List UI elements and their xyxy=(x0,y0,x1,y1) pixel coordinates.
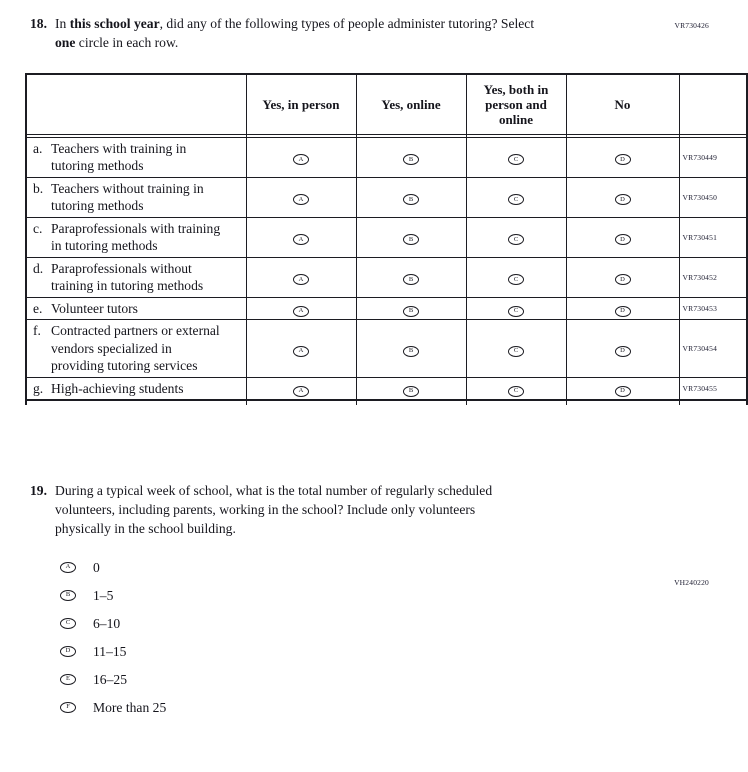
option-label: 0 xyxy=(93,560,100,575)
answer-bubble-a[interactable]: A xyxy=(293,386,309,397)
answer-bubble-a[interactable]: A xyxy=(293,346,309,357)
answer-bubble-b[interactable]: B xyxy=(403,194,419,205)
answer-bubble-c[interactable]: C xyxy=(508,194,524,205)
header-blank xyxy=(26,74,246,134)
table-continuation-stub xyxy=(26,400,747,405)
row-label: f. Contracted partners or external vendors specialized in providing tutoring services xyxy=(26,320,246,378)
header-yes-in-person: Yes, in person xyxy=(246,74,356,134)
table-header-row xyxy=(26,74,747,134)
answer-bubble-f[interactable]: F xyxy=(60,702,76,713)
answer-bubble-b[interactable]: B xyxy=(403,346,419,357)
answer-bubble-e[interactable]: E xyxy=(60,674,76,685)
table-row-e xyxy=(26,297,747,320)
answer-bubble-c[interactable]: C xyxy=(508,306,524,317)
row-label: d. Paraprofessionals without training in tutoring methods xyxy=(26,257,246,297)
answer-bubble-a[interactable]: A xyxy=(293,306,309,317)
table-row-a xyxy=(26,137,747,177)
row-code: VR730449 xyxy=(679,137,747,177)
answer-bubble-a[interactable]: A xyxy=(60,562,76,573)
row-label: b. Teachers without training in tutoring methods xyxy=(26,177,246,217)
answer-bubble-c[interactable]: C xyxy=(508,234,524,245)
q19-text-line: volunteers, including parents, working in the school? Include only volunteers xyxy=(55,502,476,517)
option-0 xyxy=(60,560,748,575)
form-code-q19: VH240220 xyxy=(674,578,709,587)
row-code: VR730451 xyxy=(679,217,747,257)
answer-bubble-c[interactable]: C xyxy=(508,274,524,285)
table-row-d xyxy=(26,257,747,297)
answer-bubble-c[interactable]: C xyxy=(508,386,524,397)
answer-bubble-c[interactable]: C xyxy=(508,346,524,357)
q19-options xyxy=(60,560,748,715)
answer-bubble-d[interactable]: D xyxy=(615,306,631,317)
answer-bubble-d[interactable]: D xyxy=(615,274,631,285)
option-label: 6–10 xyxy=(93,616,121,631)
q18-text-segment: circle in each row. xyxy=(75,35,179,50)
row-label: e. Volunteer tutors xyxy=(26,297,246,320)
row-label: g. High-achieving students xyxy=(26,377,246,400)
q18-text-bold: one xyxy=(55,35,76,50)
header-code-blank xyxy=(679,74,747,134)
answer-bubble-b[interactable]: B xyxy=(403,234,419,245)
answer-bubble-a[interactable]: A xyxy=(293,154,309,165)
option-16-25 xyxy=(60,672,748,687)
question-19-text xyxy=(55,481,715,538)
q18-text-segment: In xyxy=(55,16,70,31)
answer-bubble-b[interactable]: B xyxy=(403,386,419,397)
form-code-q18: VR730426 xyxy=(674,21,709,30)
row-code: VR730454 xyxy=(679,320,747,378)
option-label: 1–5 xyxy=(93,588,114,603)
table-row-c xyxy=(26,217,747,257)
answer-bubble-a[interactable]: A xyxy=(293,234,309,245)
question-18-text xyxy=(55,14,715,52)
answer-bubble-d[interactable]: D xyxy=(615,346,631,357)
q18-text-bold: this school year xyxy=(69,16,160,31)
table-row-g xyxy=(26,377,747,400)
answer-bubble-d[interactable]: D xyxy=(615,154,631,165)
row-code: VR730450 xyxy=(679,177,747,217)
question-18 xyxy=(30,14,718,52)
header-yes-online: Yes, online xyxy=(356,74,466,134)
row-code: VR730453 xyxy=(679,297,747,320)
answer-bubble-d[interactable]: D xyxy=(615,386,631,397)
option-6-10 xyxy=(60,616,748,631)
header-no: No xyxy=(566,74,679,134)
answer-bubble-b[interactable]: B xyxy=(403,274,419,285)
row-label: c. Paraprofessionals with training in tutoring methods xyxy=(26,217,246,257)
answer-bubble-b[interactable]: B xyxy=(403,306,419,317)
option-label: 16–25 xyxy=(93,672,127,687)
row-code: VR730452 xyxy=(679,257,747,297)
question-19-number: 19. xyxy=(30,483,47,498)
answer-bubble-c[interactable]: C xyxy=(60,618,76,629)
answer-bubble-d[interactable]: D xyxy=(60,646,76,657)
q19-text-line: physically in the school building. xyxy=(55,521,236,536)
table-row-f xyxy=(26,320,747,378)
option-more-than-25 xyxy=(60,700,748,715)
header-yes-both: Yes, both in person and online xyxy=(466,74,566,134)
answer-bubble-c[interactable]: C xyxy=(508,154,524,165)
option-label: 11–15 xyxy=(93,644,127,659)
answer-bubble-a[interactable]: A xyxy=(293,274,309,285)
answer-bubble-d[interactable]: D xyxy=(615,194,631,205)
q18-answer-table xyxy=(25,73,748,405)
answer-bubble-d[interactable]: D xyxy=(615,234,631,245)
option-label: More than 25 xyxy=(93,700,167,715)
question-19 xyxy=(30,481,718,538)
q18-text-segment: , did any of the following types of people administer tutoring? Select xyxy=(159,16,535,31)
q19-text-line: During a typical week of school, what is the total number of regularly scheduled xyxy=(55,483,493,498)
option-1-5 xyxy=(60,588,748,603)
question-18-number: 18. xyxy=(30,16,47,31)
answer-bubble-b[interactable]: B xyxy=(403,154,419,165)
table-row-b xyxy=(26,177,747,217)
answer-bubble-b[interactable]: B xyxy=(60,590,76,601)
option-11-15 xyxy=(60,644,748,659)
answer-bubble-a[interactable]: A xyxy=(293,194,309,205)
row-code: VR730455 xyxy=(679,377,747,400)
row-label: a. Teachers with training in tutoring methods xyxy=(26,137,246,177)
